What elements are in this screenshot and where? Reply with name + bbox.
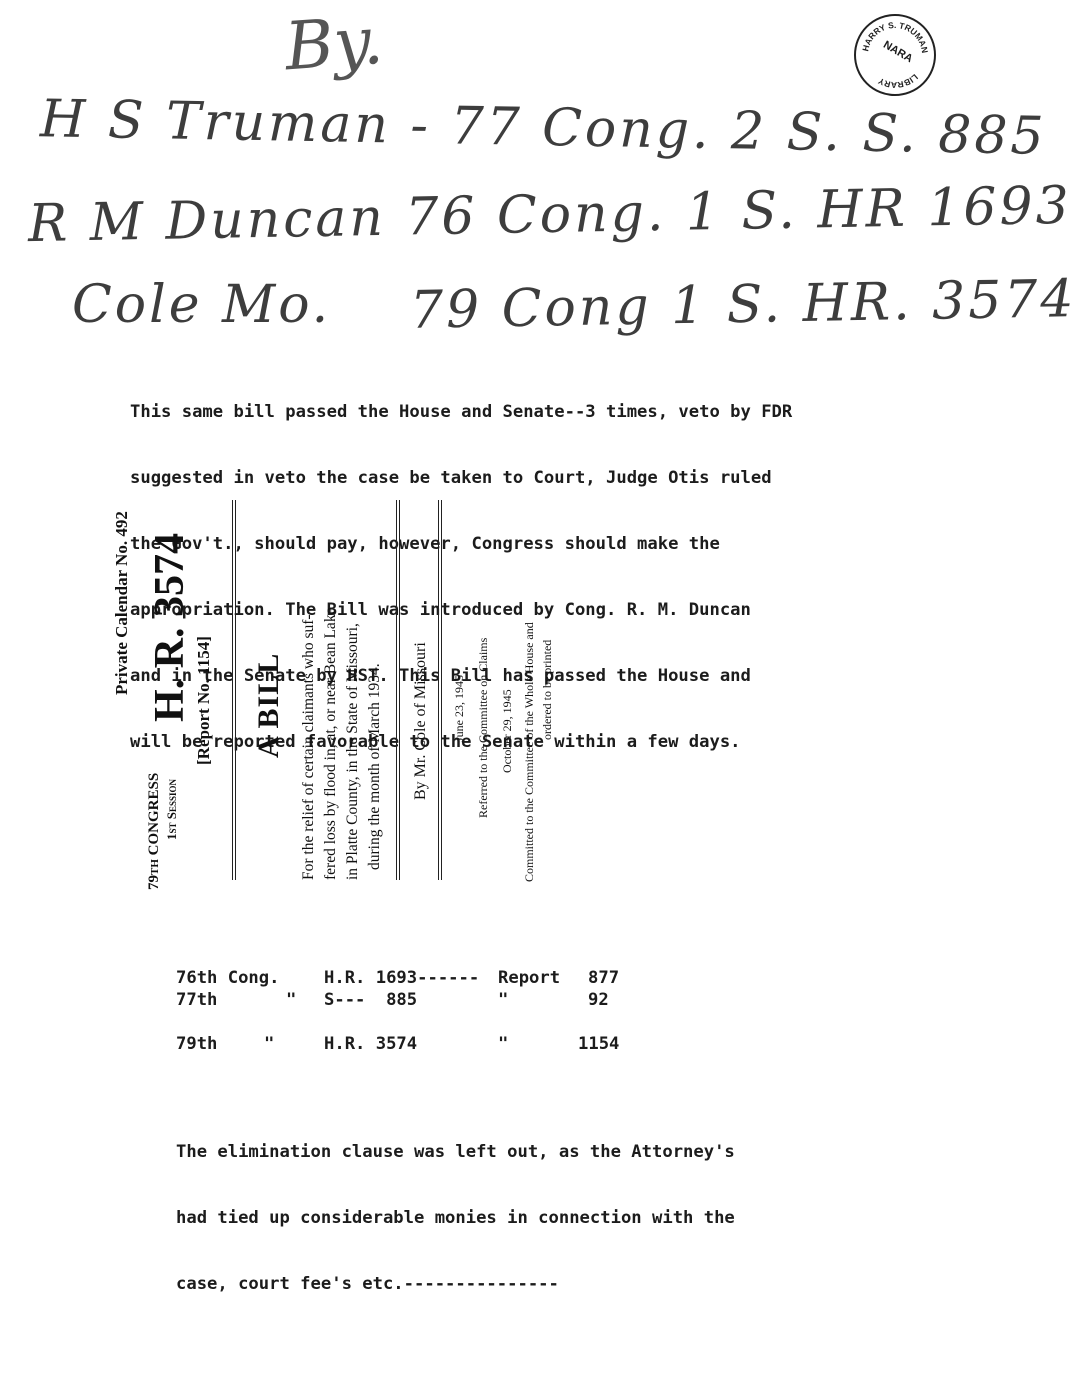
bill-date-committed: October 29, 1945 xyxy=(500,689,514,773)
bill-calendar-number: Private Calendar No. 492 xyxy=(112,511,131,695)
row-report-label: Report xyxy=(498,968,561,988)
intro-line: appropriation. The Bill was introduced by Cong. R. M. Duncan xyxy=(130,600,751,620)
intro-line: will be reported favorable to the Senate within a few days. xyxy=(130,732,741,752)
bill-action-referred: Referred to the Committee on Claims xyxy=(476,637,490,818)
intro-line: suggested in veto the case be taken to Court, Judge Otis ruled xyxy=(130,468,772,488)
seal-center-text: NARA xyxy=(881,38,915,66)
row-bill: S--- 885 xyxy=(324,990,418,1010)
handwritten-by: By. xyxy=(282,1,386,86)
handwritten-line-cole: Cole Mo. xyxy=(72,275,332,335)
row-report-label: " xyxy=(498,1034,509,1054)
handwritten-line-truman: H S Truman - 77 Cong. 2 S. S. 885 xyxy=(39,89,1048,167)
svg-text:LIBRARY xyxy=(876,72,920,90)
row-bill: H.R. 3574 xyxy=(324,1034,418,1054)
handwritten-line-79cong: 79 Cong 1 S. HR. 3574 xyxy=(409,269,1077,341)
row-ditto: " xyxy=(264,1034,275,1054)
bill-report-number: [Report No. 1154] xyxy=(194,636,213,765)
closing-line: had tied up considerable monies in connection with the xyxy=(176,1208,735,1228)
bill-description-line: during the month of March 1934. xyxy=(366,663,383,870)
bill-double-rule xyxy=(396,500,400,880)
closing-paragraph xyxy=(176,1097,735,1317)
closing-line: The elimination clause was left out, as the Attorney's xyxy=(176,1142,735,1162)
bill-title: A BILL xyxy=(252,652,285,758)
bill-congress: 79th CONGRESS xyxy=(146,772,162,890)
row-report-number: 92 xyxy=(588,990,609,1010)
library-seal-stamp xyxy=(854,14,936,96)
bill-session: 1st Session xyxy=(164,778,179,840)
row-congress: 79th xyxy=(176,1034,218,1054)
bill-description-line: fered loss by flood in, at, or near Bean Lake xyxy=(322,607,339,880)
row-congress: 76th Cong. xyxy=(176,968,280,988)
seal-bottom-text: LIBRARY xyxy=(876,72,921,91)
row-ditto: " xyxy=(286,990,297,1010)
bill-back-cover xyxy=(112,490,554,890)
intro-line: This same bill passed the House and Senate--3 times, veto by FDR xyxy=(130,402,793,422)
intro-line: and in the Senate by HST. This Bill has passed the House and xyxy=(130,666,751,686)
bill-double-rule xyxy=(438,500,442,880)
row-report-number: 877 xyxy=(588,968,620,988)
bill-action-committed: Committed to the Committee of the Whole House and xyxy=(522,622,536,882)
row-congress: 77th xyxy=(176,990,218,1010)
bill-number: H. R. 3574 xyxy=(147,533,193,722)
row-report-label: " xyxy=(498,990,509,1010)
closing-line: case, court fee's etc.--------------- xyxy=(176,1274,559,1294)
bill-description-line: For the relief of certain claimants who suf- xyxy=(300,614,317,880)
intro-line: the Gov't., should pay, however, Congress should make the xyxy=(130,534,720,554)
bill-double-rule xyxy=(232,500,236,880)
bill-description-line: in Platte County, in the State of Missouri, xyxy=(344,623,361,880)
bill-action-committed-cont: ordered to be printed xyxy=(540,639,554,740)
handwritten-line-duncan: R M Duncan 76 Cong. 1 S. HR 1693 xyxy=(27,175,1073,255)
bill-sponsor: By Mr. Cole of Missouri xyxy=(412,642,429,800)
row-bill: H.R. 1693------ xyxy=(324,968,480,988)
row-report-number: 1154 xyxy=(578,1034,620,1054)
seal-top-text: HARRY S. TRUMAN xyxy=(860,19,931,54)
bill-date-introduced: June 23, 1945 xyxy=(452,675,466,742)
